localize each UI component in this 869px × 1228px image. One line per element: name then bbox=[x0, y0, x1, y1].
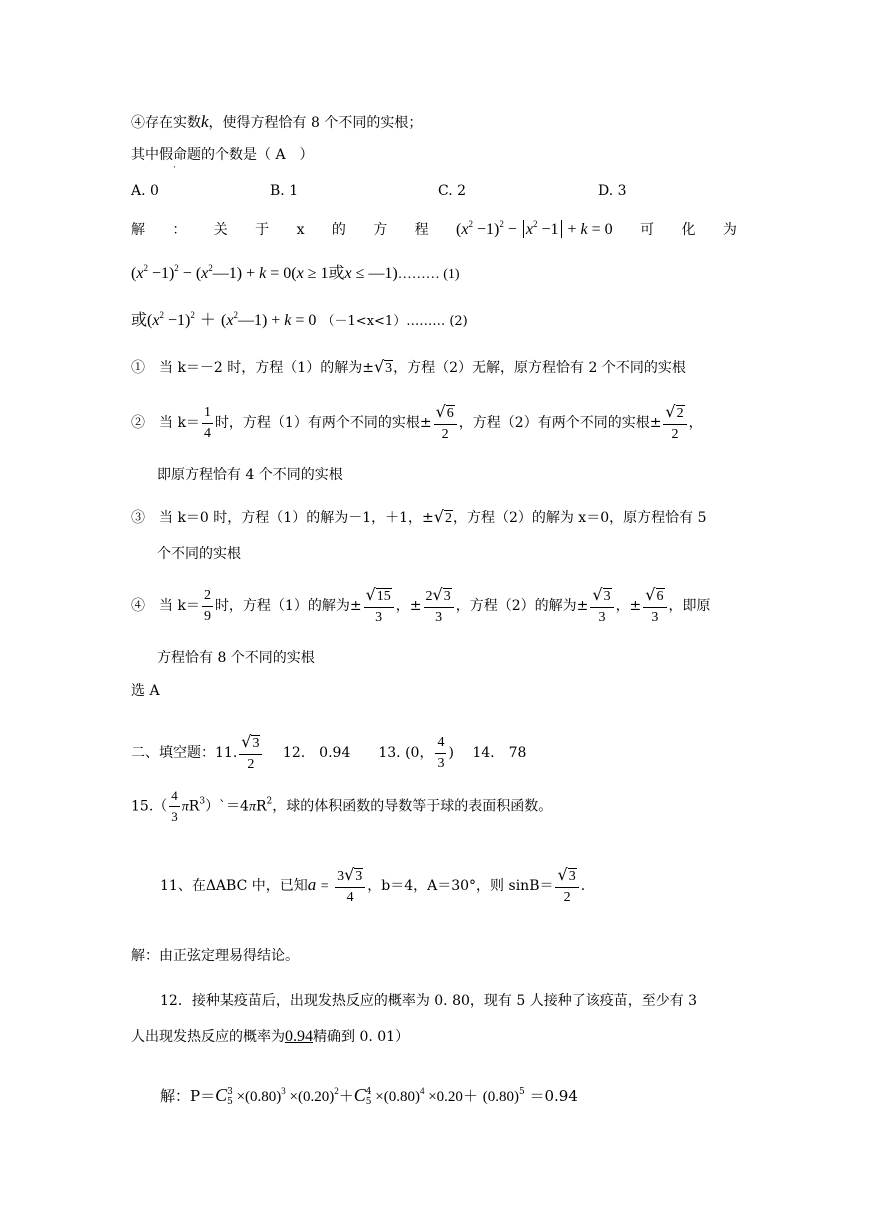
case-1: ① 当 k＝－2 时，方程（1）的解为±√3，方程（2）无解，原方程恰有 2 个不同的实根 bbox=[131, 357, 686, 376]
equation-1: $(x^2 -1)^2$ − $(x^2—1) + k = 0(x \ge 1$或x ≤ —1)……… (1) bbox=[131, 263, 460, 282]
fill-blank-answers: 二、填空题：11. $\frac{√3}{2}$ 12. 0.94 13. (0， $\frac{4}{3}$ ) 14. 78 bbox=[131, 731, 527, 772]
main-equation: $(x^2 -1)^2 - x^2 -1 + k = 0$ bbox=[456, 219, 613, 238]
option-d: D. 3 bbox=[598, 183, 627, 199]
q12-answer: 0.94 bbox=[285, 1028, 313, 1045]
q11-problem: 11、在ΔABC 中，已知a = $\frac{3√3}{4}$ ，b＝4，A＝30°，则 sinB＝ $\frac{√3}{2}$ . bbox=[160, 864, 586, 905]
case-3-line-2: 个不同的实根 bbox=[157, 546, 241, 562]
q15-answer: 15.（ $\frac{4}{3}$ $\pi R^3)`=4\pi R^2$，球的体积函数的导数等于球的表面积函数。 bbox=[131, 788, 553, 824]
option-c: C. 2 bbox=[438, 183, 467, 199]
case-2-line-1: ② 当 k＝ $\frac{1}{4}$ 时，方程（1）有两个不同的实根± $\frac{√6}{2}$ ，方程（2）有两个不同的实根± $\frac{√2}{2}$ ， bbox=[131, 401, 703, 442]
q12-problem-line-2: 人出现发热反应的概率为0.94精确到 0. 01） bbox=[131, 1028, 410, 1045]
q12-solution: 解：P＝C 3 5 $\times(0.80)^3 \times(0.20)^2+C$ 4 5 $\times(0.80)^4 \times 0.20+ (0.80)^5 =0.94$ bbox=[160, 1085, 578, 1107]
choose-answer: 选 A bbox=[131, 683, 160, 699]
statement-4: ④存在实数k，使得方程恰有 8 个不同的实根； bbox=[131, 112, 423, 131]
option-a: A. 0 bbox=[131, 183, 159, 199]
q11-solution: 解：由正弦定理易得结论。 bbox=[131, 948, 299, 964]
case-4-line-2: 方程恰有 8 个不同的实根 bbox=[157, 650, 315, 666]
case-4-line-1: ④ 当 k＝ $\frac{2}{9}$ 时，方程（1）的解为± $\frac{√15}{3}$ ，± $\frac{2√3}{3}$ ，方程（2）的解为± $\frac{√3}{3}$ ，± $\frac{√6}{3}$ ，即原 bbox=[131, 584, 711, 625]
case-3-line-1: ③ 当 k＝0 时，方程（1）的解为－1，＋1，±√2，方程（2）的解为 x＝0，原方程恰有 5 bbox=[131, 507, 707, 526]
option-b: B. 1 bbox=[270, 183, 299, 199]
false-count-question: 其中假命 · 题的个数是（ A ） bbox=[131, 147, 314, 173]
q12-problem-line-1: 12．接种某疫苗后，出现发热反应的概率为 0. 80，现有 5 人接种了该疫苗，至少有 3 bbox=[160, 993, 698, 1009]
case-2-line-2: 即原方程恰有 4 个不同的实根 bbox=[157, 467, 343, 483]
equation-2: 或$(x^2 -1)^2$ ＋ $(x^2—1) + k = 0$ （－1<x<1）……… (2) bbox=[131, 310, 468, 329]
solution-intro: 解 ： 关 于 x 的 方 程 $(x^2 -1)^2 - x^2 -1 + k = 0$ 可 化 为 bbox=[131, 218, 737, 242]
